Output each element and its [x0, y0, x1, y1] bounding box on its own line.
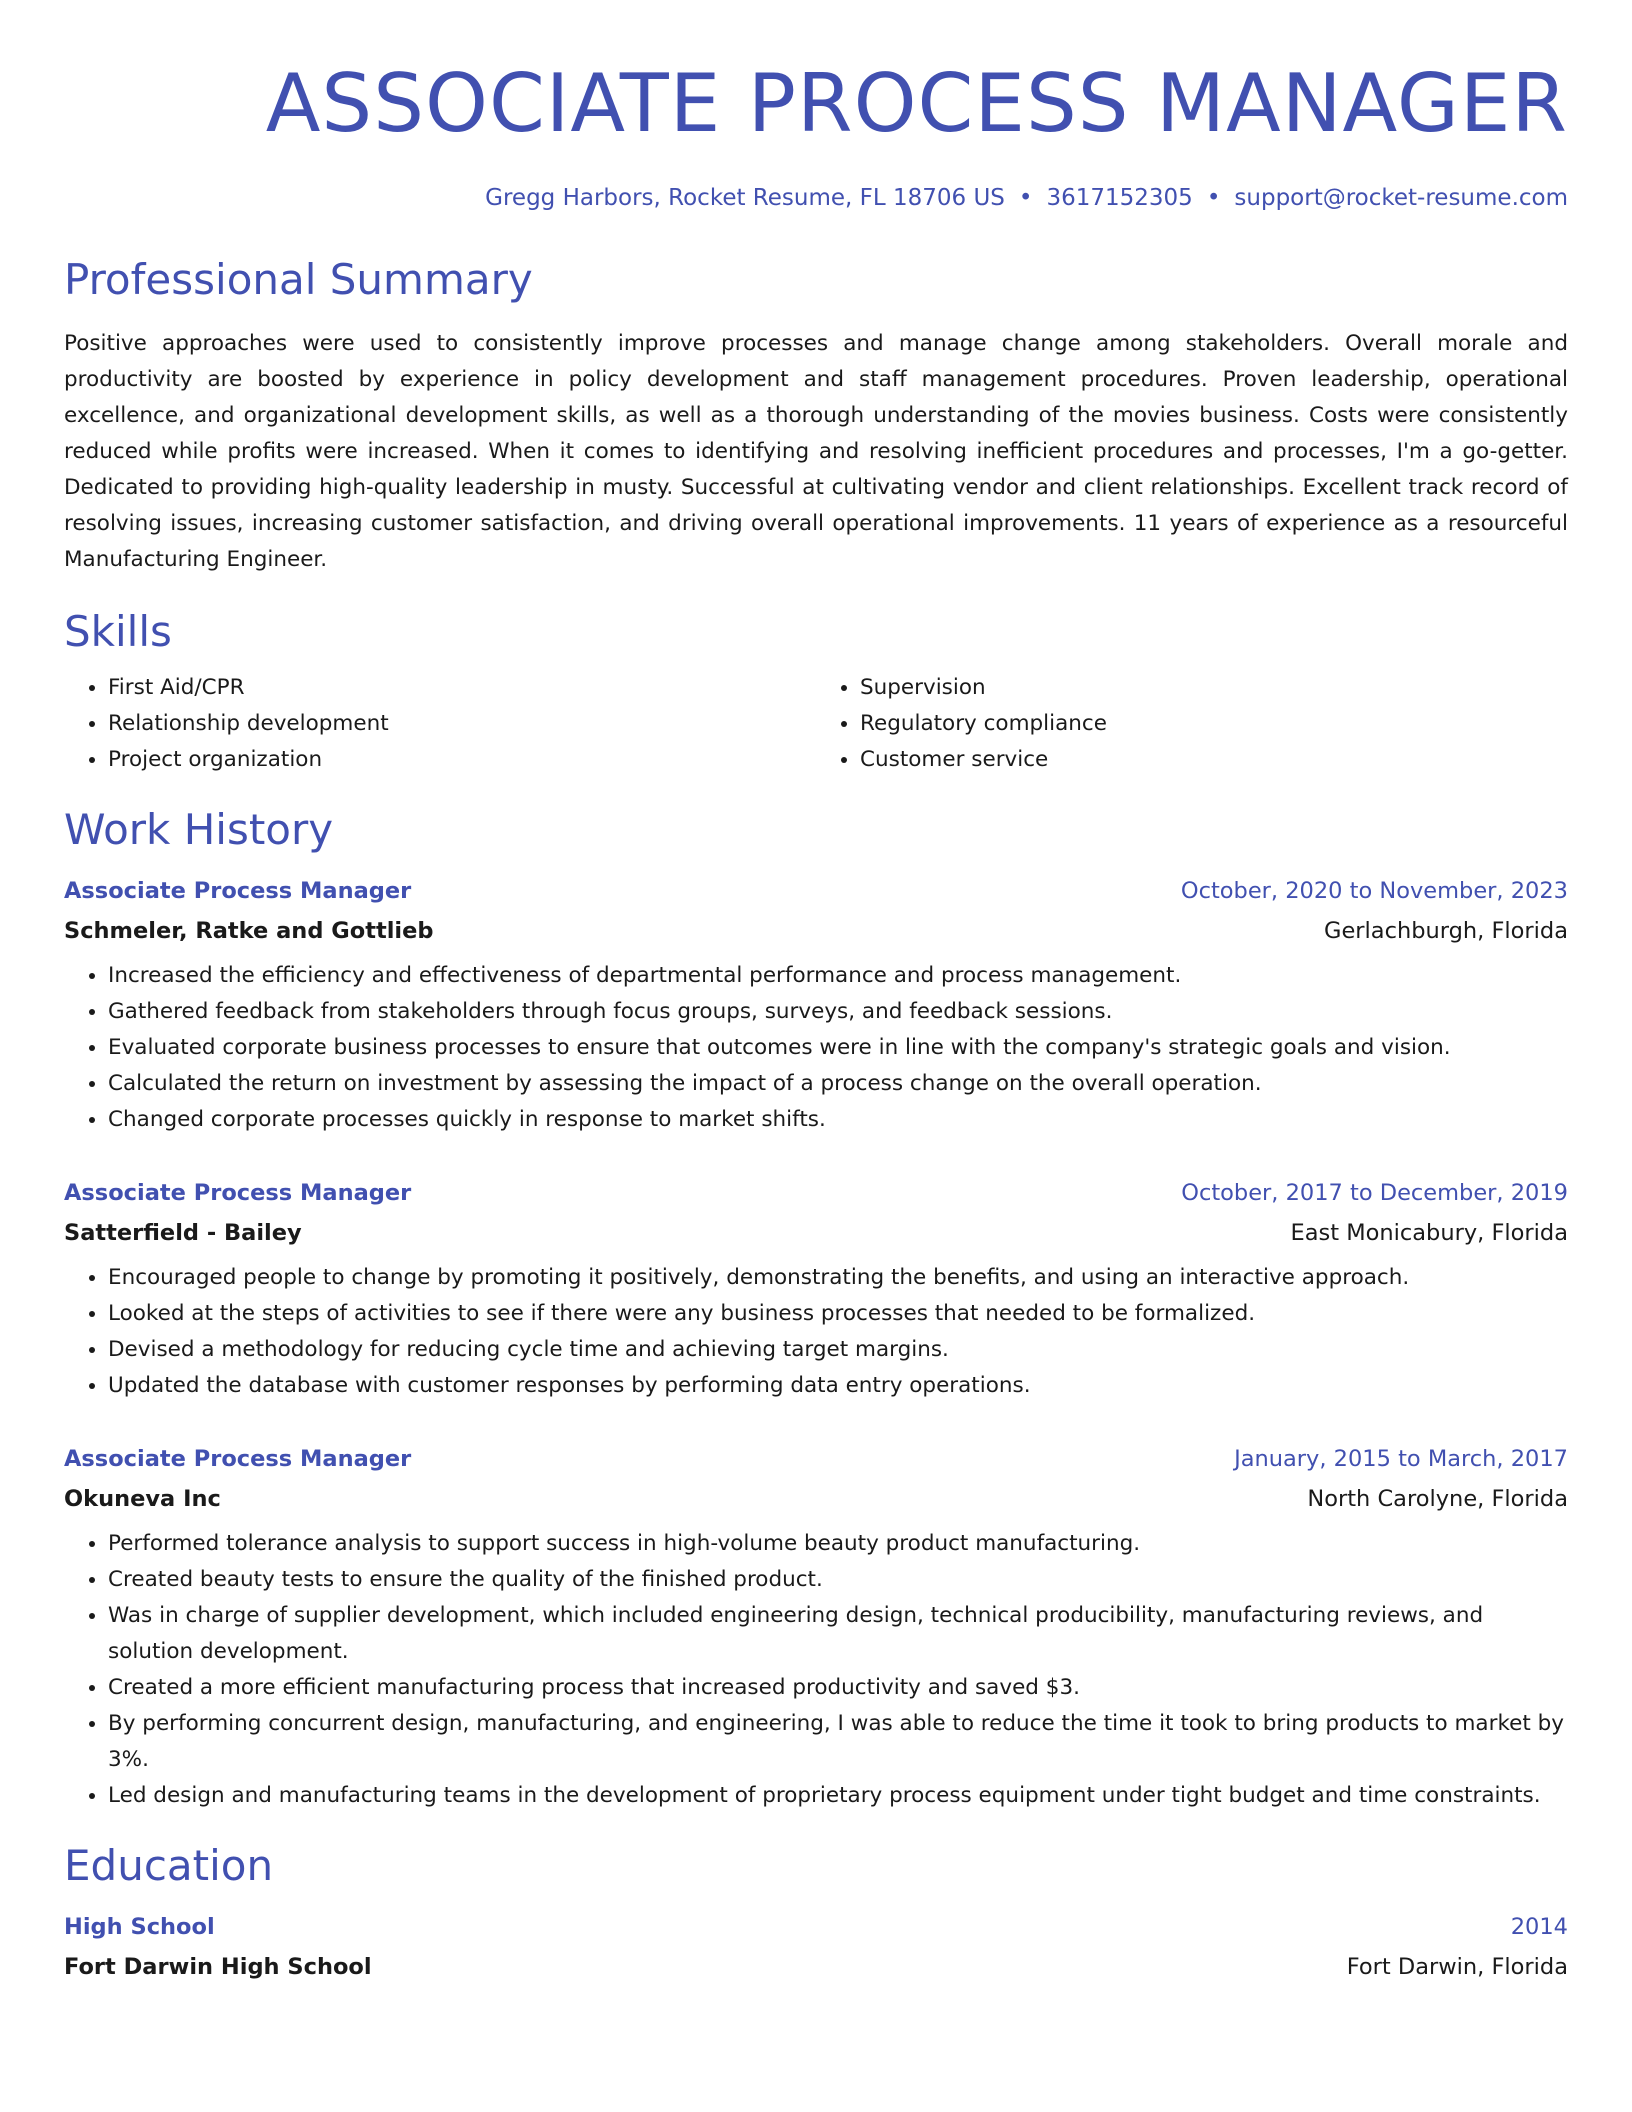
job-header-row	[64, 1178, 1568, 1208]
education-location: Fort Darwin, Florida	[1346, 1954, 1568, 1980]
job-bullet: • Looked at the steps of activities to see if there were any business processes that needed to be formalized.	[108, 1296, 1568, 1332]
skills-list	[64, 670, 1568, 778]
job-title: Associate Process Manager	[64, 878, 412, 904]
job-bullet: • Created beauty tests to ensure the quality of the finished product.	[108, 1562, 1568, 1598]
job-location: North Carolyne, Florida	[1307, 1486, 1568, 1512]
education-header-row	[64, 1912, 1568, 1942]
skill-item: • First Aid/CPR	[108, 670, 816, 706]
skill-item: • Relationship development	[108, 706, 816, 742]
job-company: Satterfield - Bailey	[64, 1220, 302, 1246]
education-degree: High School	[64, 1914, 215, 1940]
job-bullets	[64, 958, 1568, 1138]
education-entry	[64, 1912, 1568, 1982]
resume-title: ASSOCIATE PROCESS MANAGER	[265, 57, 1568, 150]
contact-separator: •	[1018, 185, 1033, 211]
job-dates: October, 2017 to December, 2019	[1181, 1180, 1568, 1206]
contact-phone: 3617152305	[1046, 185, 1193, 211]
contact-line	[64, 182, 1568, 214]
skill-item: • Supervision	[860, 670, 1568, 706]
job-header-row	[64, 876, 1568, 906]
job-company-row	[64, 906, 1568, 946]
education-year: 2014	[1510, 1914, 1568, 1940]
job-title: Associate Process Manager	[64, 1180, 412, 1206]
education-school: Fort Darwin High School	[64, 1954, 372, 1980]
job-bullet: • Evaluated corporate business processes to ensure that outcomes were in line with the company's strategic goals and vision.	[108, 1030, 1568, 1066]
skills-column-left	[64, 670, 816, 778]
job-bullet: • Calculated the return on investment by assessing the impact of a process change on the overall operation.	[108, 1066, 1568, 1102]
job-bullet: • Led design and manufacturing teams in the development of proprietary process equipment under tight budget and time constraints.	[108, 1778, 1568, 1814]
job-dates: October, 2020 to November, 2023	[1180, 878, 1568, 904]
summary-heading: Professional Summary	[64, 255, 533, 304]
job-bullet: • Changed corporate processes quickly in response to market shifts.	[108, 1102, 1568, 1138]
job-company: Schmeler, Ratke and Gottlieb	[64, 918, 434, 944]
contact-address: Gregg Harbors, Rocket Resume, FL 18706 US	[485, 185, 1005, 211]
job-bullet: • Gathered feedback from stakeholders through focus groups, surveys, and feedback sessions.	[108, 994, 1568, 1030]
job-entry	[64, 1444, 1568, 1814]
job-bullets	[64, 1526, 1568, 1814]
job-bullet: • Increased the efficiency and effectiveness of departmental performance and process management.	[108, 958, 1568, 994]
contact-email[interactable]: support@rocket-resume.com	[1234, 185, 1568, 211]
job-bullet: • By performing concurrent design, manufacturing, and engineering, I was able to reduce the time it took to bring products to market by 3%.	[108, 1706, 1568, 1778]
job-bullet: • Was in charge of supplier development, which included engineering design, technical producibility, manufacturing reviews, and solution development.	[108, 1598, 1568, 1670]
job-dates: January, 2015 to March, 2017	[1234, 1446, 1568, 1472]
job-entry	[64, 1178, 1568, 1404]
contact-separator: •	[1206, 185, 1221, 211]
job-bullet: • Created a more efficient manufacturing process that increased productivity and saved $3.	[108, 1670, 1568, 1706]
job-location: Gerlachburgh, Florida	[1324, 918, 1568, 944]
education-school-row	[64, 1942, 1568, 1982]
skill-item: • Regulatory compliance	[860, 706, 1568, 742]
skill-item: • Project organization	[108, 742, 816, 778]
job-title: Associate Process Manager	[64, 1446, 412, 1472]
work-history-heading: Work History	[64, 805, 334, 854]
job-header-row	[64, 1444, 1568, 1474]
summary-text: Positive approaches were used to consistently improve processes and manage change among stakeholders. Overall morale and productivity are boosted by experience in policy development and staff management procedures. Proven leadership, operational excellence, and organizational development skills, as well as a thorough understanding of the movies business. Costs were consistently reduced while profits were increased. When it comes to identifying and resolving inefficient procedures and processes, I'm a go-getter. Dedicated to providing high-quality leadership in musty. Successful at cultivating vendor and client relationships. Excellent track record of resolving issues, increasing customer satisfaction, and driving overall operational improvements. 11 years of experience as a resourceful Manufacturing Engineer.	[64, 331, 1568, 572]
job-bullet: • Devised a methodology for reducing cycle time and achieving target margins.	[108, 1332, 1568, 1368]
job-bullet: • Encouraged people to change by promoting it positively, demonstrating the benefits, and using an interactive approach.	[108, 1260, 1568, 1296]
job-location: East Monicabury, Florida	[1290, 1220, 1568, 1246]
job-company: Okuneva Inc	[64, 1486, 221, 1512]
education-heading: Education	[64, 1841, 274, 1890]
job-bullet: • Updated the database with customer responses by performing data entry operations.	[108, 1368, 1568, 1404]
skill-item: • Customer service	[860, 742, 1568, 778]
skills-heading: Skills	[64, 607, 172, 656]
job-entry	[64, 876, 1568, 1138]
skills-column-right	[816, 670, 1568, 778]
job-company-row	[64, 1474, 1568, 1514]
job-company-row	[64, 1208, 1568, 1248]
job-bullets	[64, 1260, 1568, 1404]
job-bullet: • Performed tolerance analysis to support success in high-volume beauty product manufacturing.	[108, 1526, 1568, 1562]
